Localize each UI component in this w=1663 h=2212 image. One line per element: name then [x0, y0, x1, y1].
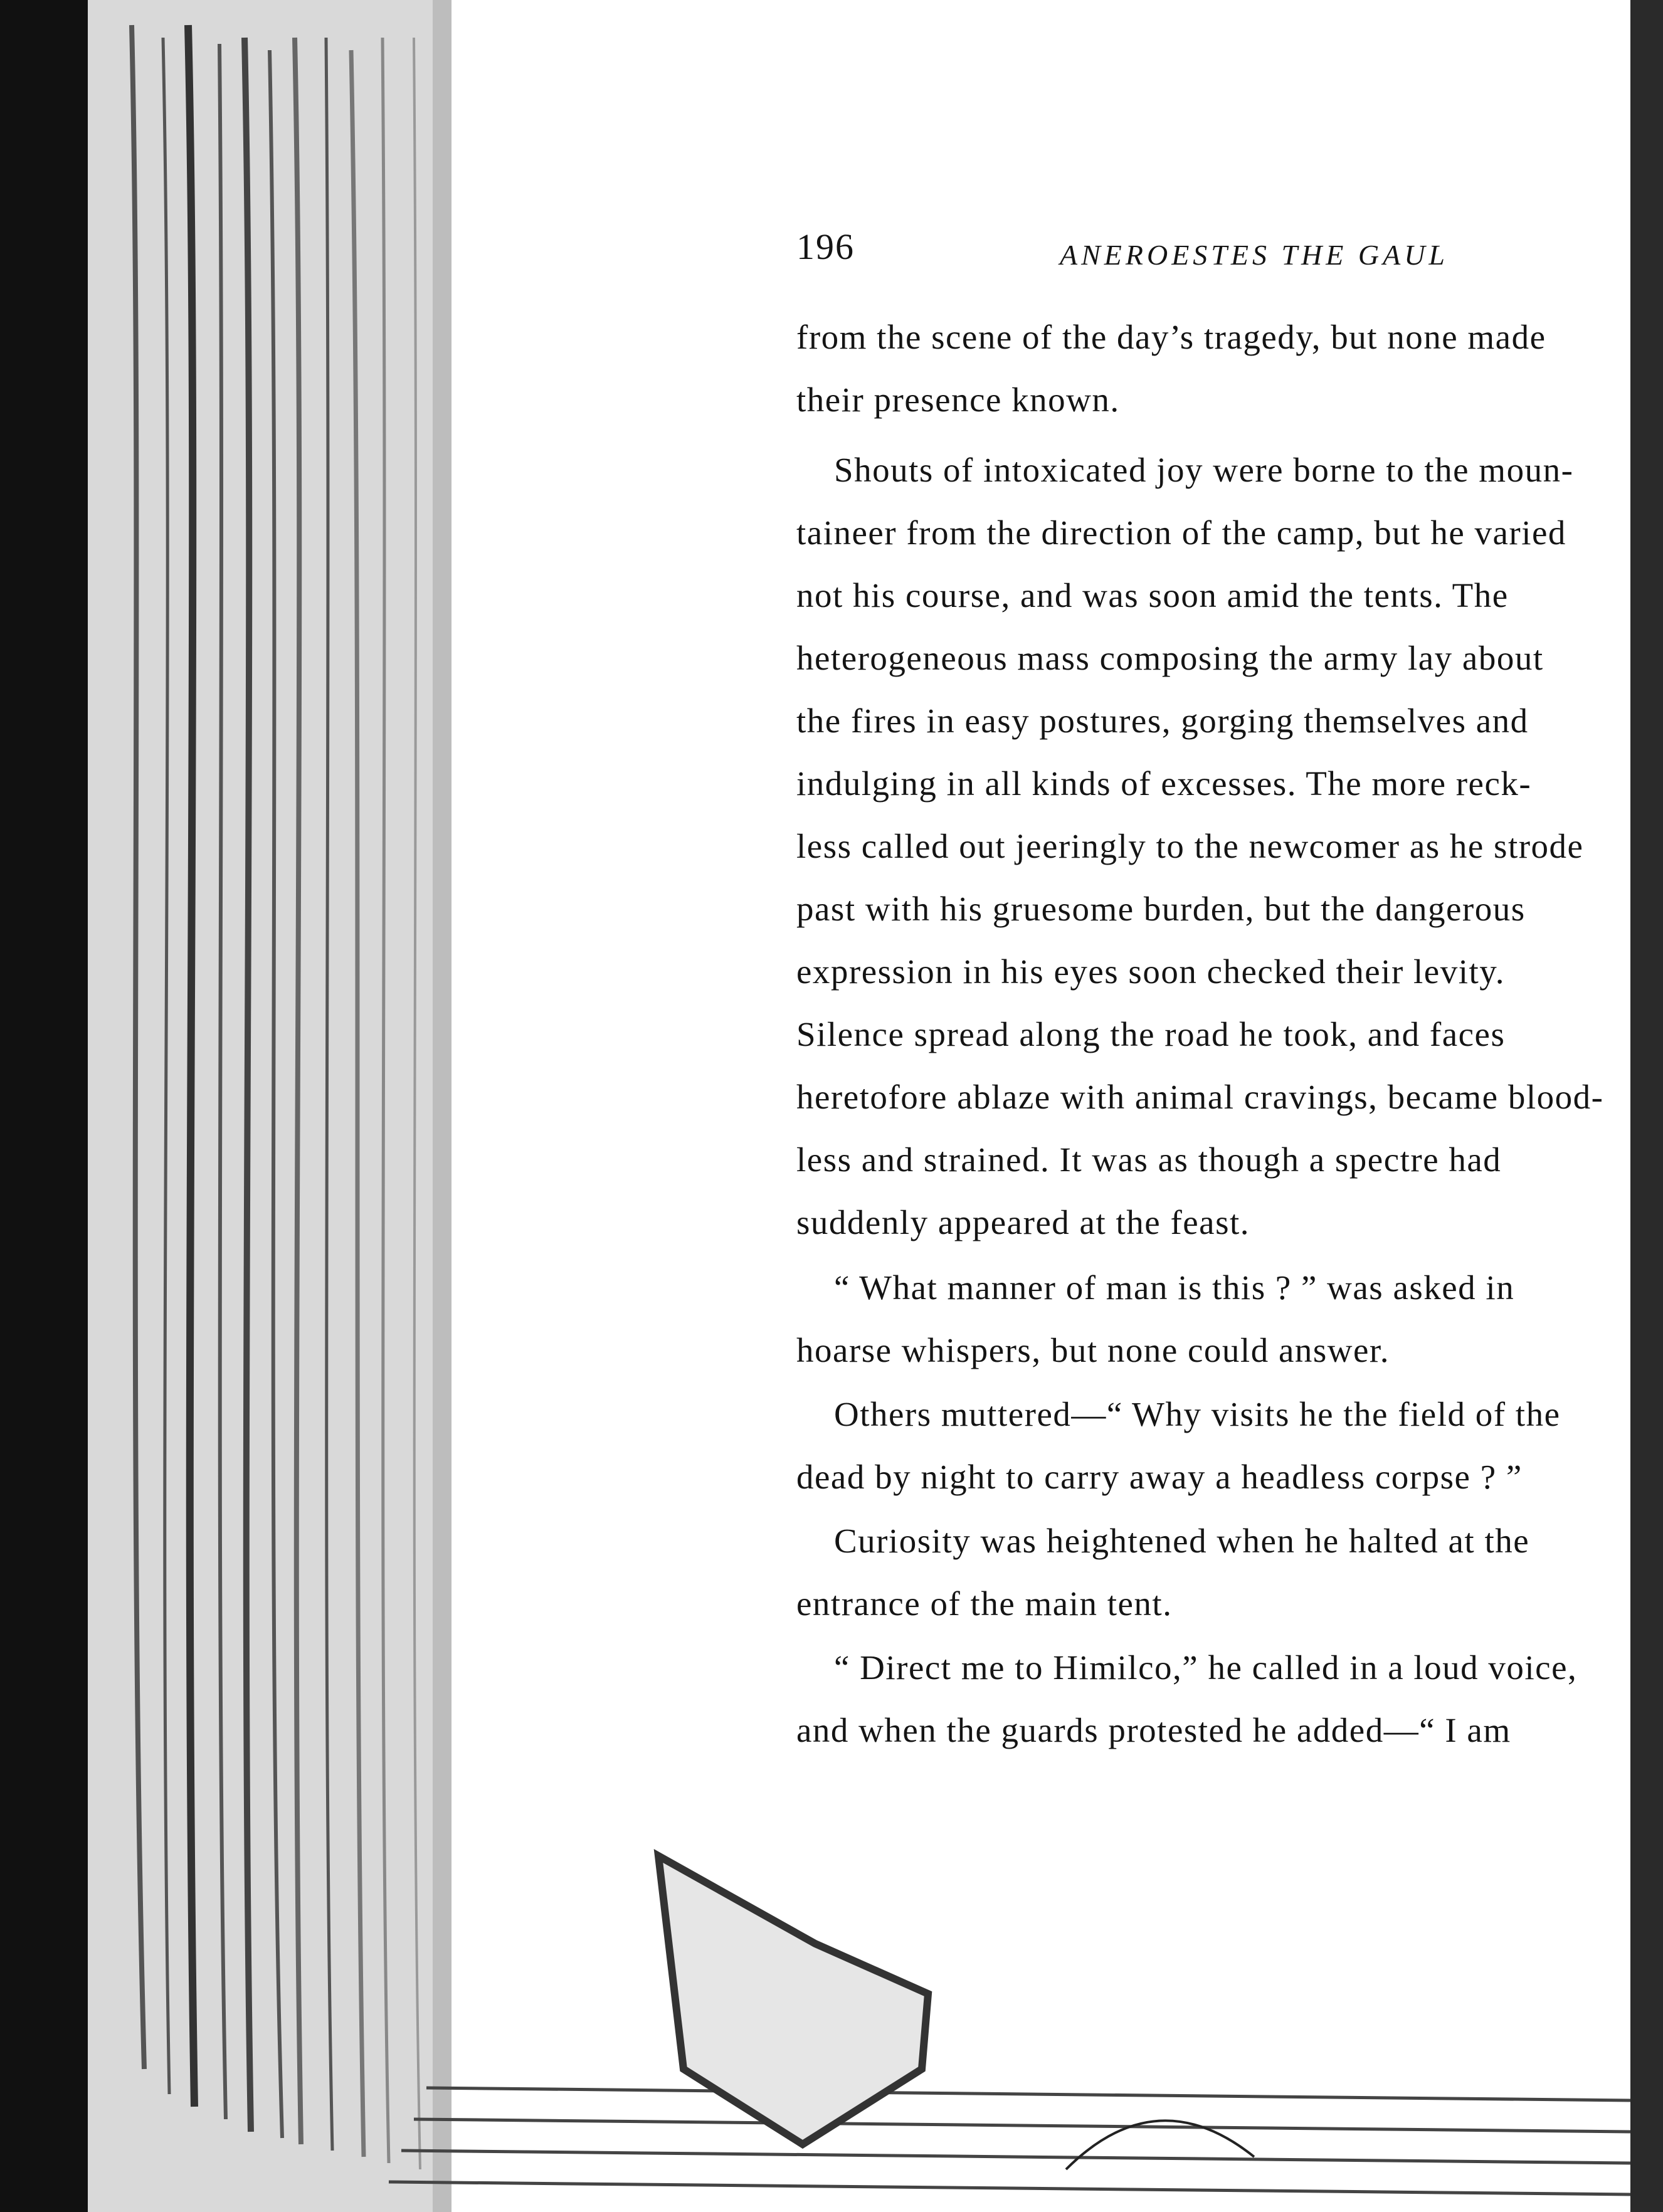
running-head: ANEROESTES THE GAUL [1060, 239, 1449, 271]
page-text-block [796, 219, 1630, 1825]
text-line: and when the guards protested he added—“ I am [796, 1711, 1511, 1749]
text-line: taineer from the direction of the camp, but he varied [796, 514, 1566, 552]
text-line: dead by night to carry away a headless corpse ? ” [796, 1458, 1523, 1496]
text-line: heretofore ablaze with animal cravings, became blood- [796, 1078, 1604, 1116]
text-line: entrance of the main tent. [796, 1584, 1173, 1623]
text-line: Others muttered—“ Why visits he the field of the [834, 1395, 1561, 1433]
text-line: from the scene of the day’s tragedy, but none made [796, 318, 1546, 356]
text-line: Silence spread along the road he took, and faces [796, 1015, 1506, 1053]
text-line: the fires in easy postures, gorging themselves and [796, 702, 1529, 740]
text-line: less called out jeeringly to the newcomer as he strode [796, 827, 1584, 865]
text-line: “ What manner of man is this ? ” was asked in [834, 1268, 1515, 1307]
text-line: expression in his eyes soon checked their levity. [796, 952, 1505, 991]
text-line: Shouts of intoxicated joy were borne to the moun- [834, 451, 1574, 489]
text-line: less and strained. It was as though a spectre had [796, 1140, 1502, 1179]
text-line: heterogeneous mass composing the army lay about [796, 639, 1544, 677]
text-line: Curiosity was heightened when he halted at the [834, 1522, 1530, 1560]
text-line: suddenly appeared at the feast. [796, 1203, 1250, 1241]
text-line: not his course, and was soon amid the tents. The [796, 576, 1509, 614]
text-line: “ Direct me to Himilco,” he called in a loud voice, [834, 1648, 1578, 1687]
page-number: 196 [796, 226, 855, 267]
text-line: indulging in all kinds of excesses. The more reck- [796, 764, 1532, 803]
text-line: past with his gruesome burden, but the dangerous [796, 890, 1526, 928]
text-line: hoarse whispers, but none could answer. [796, 1331, 1390, 1369]
text-line: their presence known. [796, 381, 1120, 419]
right-edge [1630, 0, 1663, 2212]
